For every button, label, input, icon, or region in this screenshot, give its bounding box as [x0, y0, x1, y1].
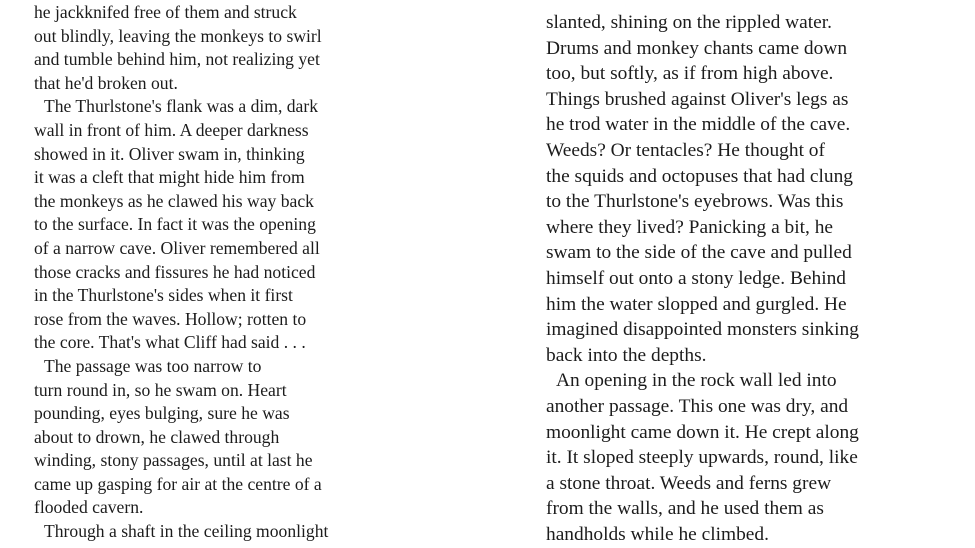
text-line: Things brushed against Oliver's legs as: [546, 88, 849, 110]
text-line: the monkeys as he clawed his way back: [34, 190, 314, 211]
text-line: he trod water in the middle of the cave.: [546, 114, 851, 136]
text-line: Weeds? Or tentacles? He thought of: [546, 139, 825, 161]
text-line: the core. That's what Cliff had said . . .: [34, 332, 306, 353]
text-line: where they lived? Panicking a bit, he: [546, 216, 833, 238]
text-line: back into the depths.: [546, 344, 707, 366]
text-line: An opening in the rock wall led into: [556, 370, 837, 392]
text-line: out blindly, leaving the monkeys to swirl: [34, 25, 322, 46]
text-line: from the walls, and he used them as: [546, 498, 824, 520]
text-line: too, but softly, as if from high above.: [546, 63, 834, 85]
text-line: in the Thurlstone's sides when it first: [34, 285, 293, 306]
text-line: came up gasping for air at the centre of a: [34, 473, 322, 494]
text-line: that he'd broken out.: [34, 72, 178, 93]
text-line: pounding, eyes bulging, sure he was: [34, 403, 290, 424]
text-line: moonlight came down it. He crept along: [546, 421, 859, 443]
text-line: flooded cavern.: [34, 497, 144, 518]
text-line: he jackknifed free of them and struck: [34, 2, 297, 22]
text-line: to the surface. In fact it was the opening: [34, 214, 316, 235]
text-line: slanted, shining on the rippled water.: [546, 12, 832, 33]
text-line: him the water slopped and gurgled. He: [546, 293, 847, 315]
text-line: of a narrow cave. Oliver remembered all: [34, 237, 320, 258]
text-line: those cracks and fissures he had noticed: [34, 261, 316, 282]
text-line: another passage. This one was dry, and: [546, 395, 849, 417]
right-page-text: [546, 10, 946, 547]
text-line: imagined disappointed monsters sinking: [546, 319, 859, 341]
text-line: and tumble behind him, not realizing yet: [34, 49, 320, 70]
text-line: a stone throat. Weeds and ferns grew: [546, 472, 832, 494]
text-line: it. It sloped steeply upwards, round, like: [546, 447, 858, 469]
text-line: rose from the waves. Hollow; rotten to: [34, 308, 307, 329]
text-line: turn round in, so he swam on. Heart: [34, 379, 287, 400]
text-line: to the Thurlstone's eyebrows. Was this: [546, 191, 844, 213]
text-line: Through a shaft in the ceiling moonlight: [44, 521, 329, 542]
text-line: it was a cleft that might hide him from: [34, 167, 305, 188]
text-line: showed in it. Oliver swam in, thinking: [34, 143, 305, 164]
text-line: Drums and monkey chants came down: [546, 37, 848, 59]
text-line: The Thurlstone's flank was a dim, dark: [44, 96, 319, 117]
text-line: the squids and octopuses that had clung: [546, 165, 853, 187]
text-line: The passage was too narrow to: [44, 355, 262, 376]
text-line: about to drown, he clawed through: [34, 426, 280, 447]
text-line: wall in front of him. A deeper darkness: [34, 119, 309, 140]
left-page-text: [34, 1, 364, 544]
text-line: swam to the side of the cave and pulled: [546, 242, 852, 264]
text-line: handholds while he climbed.: [546, 523, 769, 545]
text-line: himself out onto a stony ledge. Behind: [546, 267, 846, 289]
text-line: winding, stony passages, until at last he: [34, 450, 313, 471]
